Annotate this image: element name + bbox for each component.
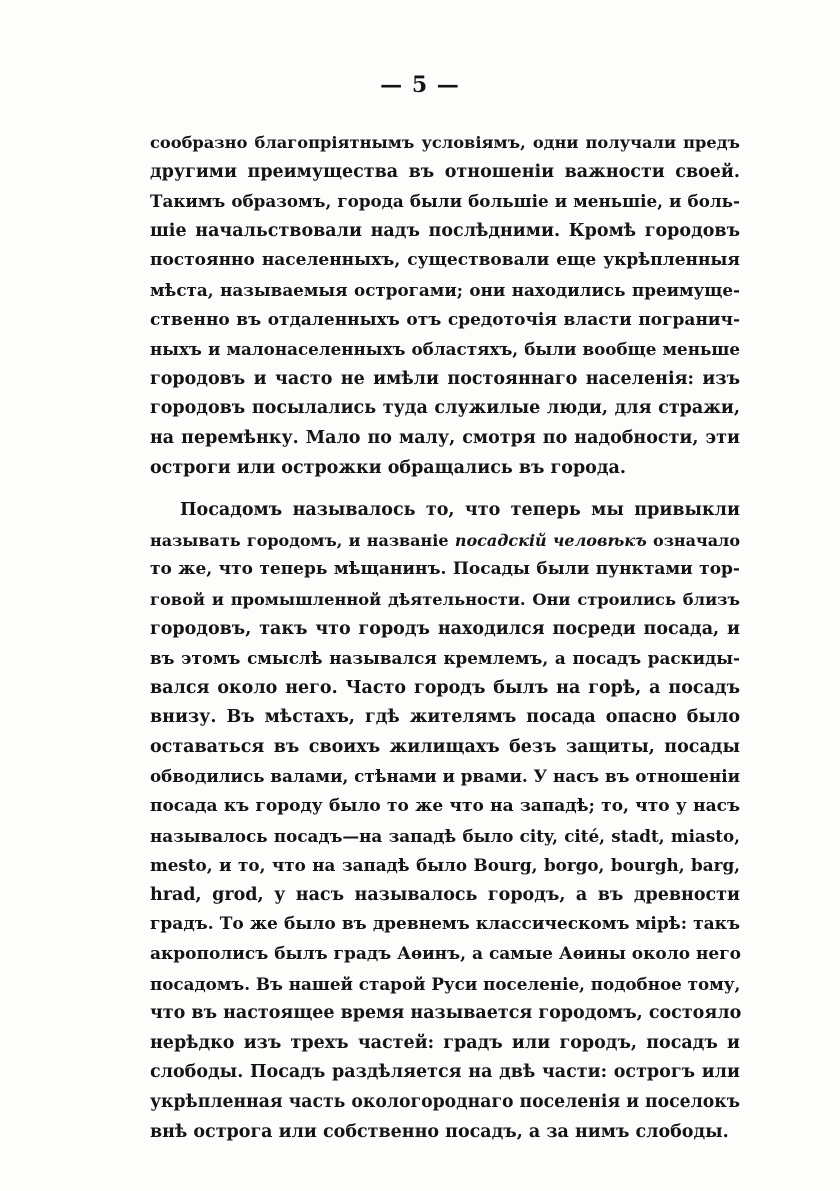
text-line: другими преимущества въ отношеніи важности своей.: [150, 161, 740, 182]
body-text: [150, 128, 740, 1147]
text-line: городовъ, такъ что городъ находился посреди посада, и: [150, 618, 740, 639]
text-line: въ этомъ смыслѣ назывался кремлемъ, а посадъ раскиды-: [150, 648, 740, 669]
text-line: акрополисъ былъ градъ Аѳинъ, а самые Аѳины около него: [150, 944, 742, 965]
text-line: укрѣпленная часть окологороднаго поселенія и поселокъ: [150, 1092, 740, 1112]
text-line: называть городомъ, и названіе посадскій человѣкъ означало: [150, 530, 741, 550]
text-line: называлось посадъ—на западѣ было city, cité, stadt, miasto,: [150, 825, 740, 846]
text-line: посадомъ. Въ нашей старой Руси поселеніе, подобное тому,: [150, 973, 741, 994]
text-line: мѣста, называемыя острогами; они находились преимуще-: [150, 279, 740, 300]
text-line: оставаться въ своихъ жилищахъ безъ защиты, посады: [150, 736, 740, 757]
text-line: посада къ городу было то же что на западѣ; то, что у насъ: [150, 796, 740, 817]
text-line: то же, что теперь мѣщанинъ. Посады были пунктами тор-: [150, 559, 740, 580]
text-line: ныхъ и малонаселенныхъ областяхъ, были вообще меньше: [150, 339, 740, 360]
text-line: постоянно населенныхъ, существовали еще укрѣпленныя: [150, 250, 740, 271]
text-line: нерѣдко изъ трехъ частей: градъ или городъ, посадъ и: [150, 1032, 740, 1053]
text-line: говой и промышленной дѣятельности. Они строились близъ: [150, 589, 740, 609]
text-line: обводились валами, стѣнами и рвами. У насъ въ отношеніи: [150, 766, 740, 787]
text-line: на перемѣнку. Мало по малу, смотря по надобности, эти: [150, 427, 740, 448]
page-number: — 5 —: [380, 72, 460, 98]
text-line: внизу. Въ мѣстахъ, гдѣ жителямъ посада опасно было: [150, 707, 740, 728]
text-line: остроги или острожки обращались въ города.: [150, 457, 626, 478]
text-line: внѣ острога или собственно посадъ, а за нимъ слободы.: [150, 1121, 729, 1142]
text-line: шіе начальствовали надъ послѣдними. Кромѣ городовъ: [150, 220, 740, 241]
text-line: что въ настоящее время называется городомъ, состояло: [150, 1003, 742, 1024]
text-line: ственно въ отдаленныхъ отъ средоточія власти погранич-: [150, 309, 740, 330]
italic-phrase: посадскій человѣкъ: [454, 530, 647, 550]
paragraph-break: [150, 483, 740, 496]
text-line: городовъ и часто не имѣли постояннаго населенія: изъ: [150, 368, 740, 389]
text-line: Такимъ образомъ, города были большіе и меньшіе, и боль-: [150, 191, 740, 212]
text-line: сообразно благопріятнымъ условіямъ, одни получали предъ: [150, 133, 740, 152]
text-line: городовъ посылались туда служилые люди, для стражи,: [150, 398, 740, 419]
text-line: слободы. Посадъ раздѣляется на двѣ части: острогъ или: [150, 1062, 740, 1083]
text-line: градъ. То же было въ древнемъ классическомъ мірѣ: такъ: [150, 914, 740, 935]
text-line: Посадомъ называлось то, что теперь мы привыкли: [180, 500, 740, 521]
text-line: hrad, grod, у насъ называлось городъ, а въ древности: [150, 884, 740, 905]
text-line: mesto, и то, что на западѣ было Bourg, borgo, bourgh, barg,: [150, 855, 740, 876]
text-line: вался около него. Часто городъ былъ на горѣ, а посадъ: [150, 677, 740, 698]
